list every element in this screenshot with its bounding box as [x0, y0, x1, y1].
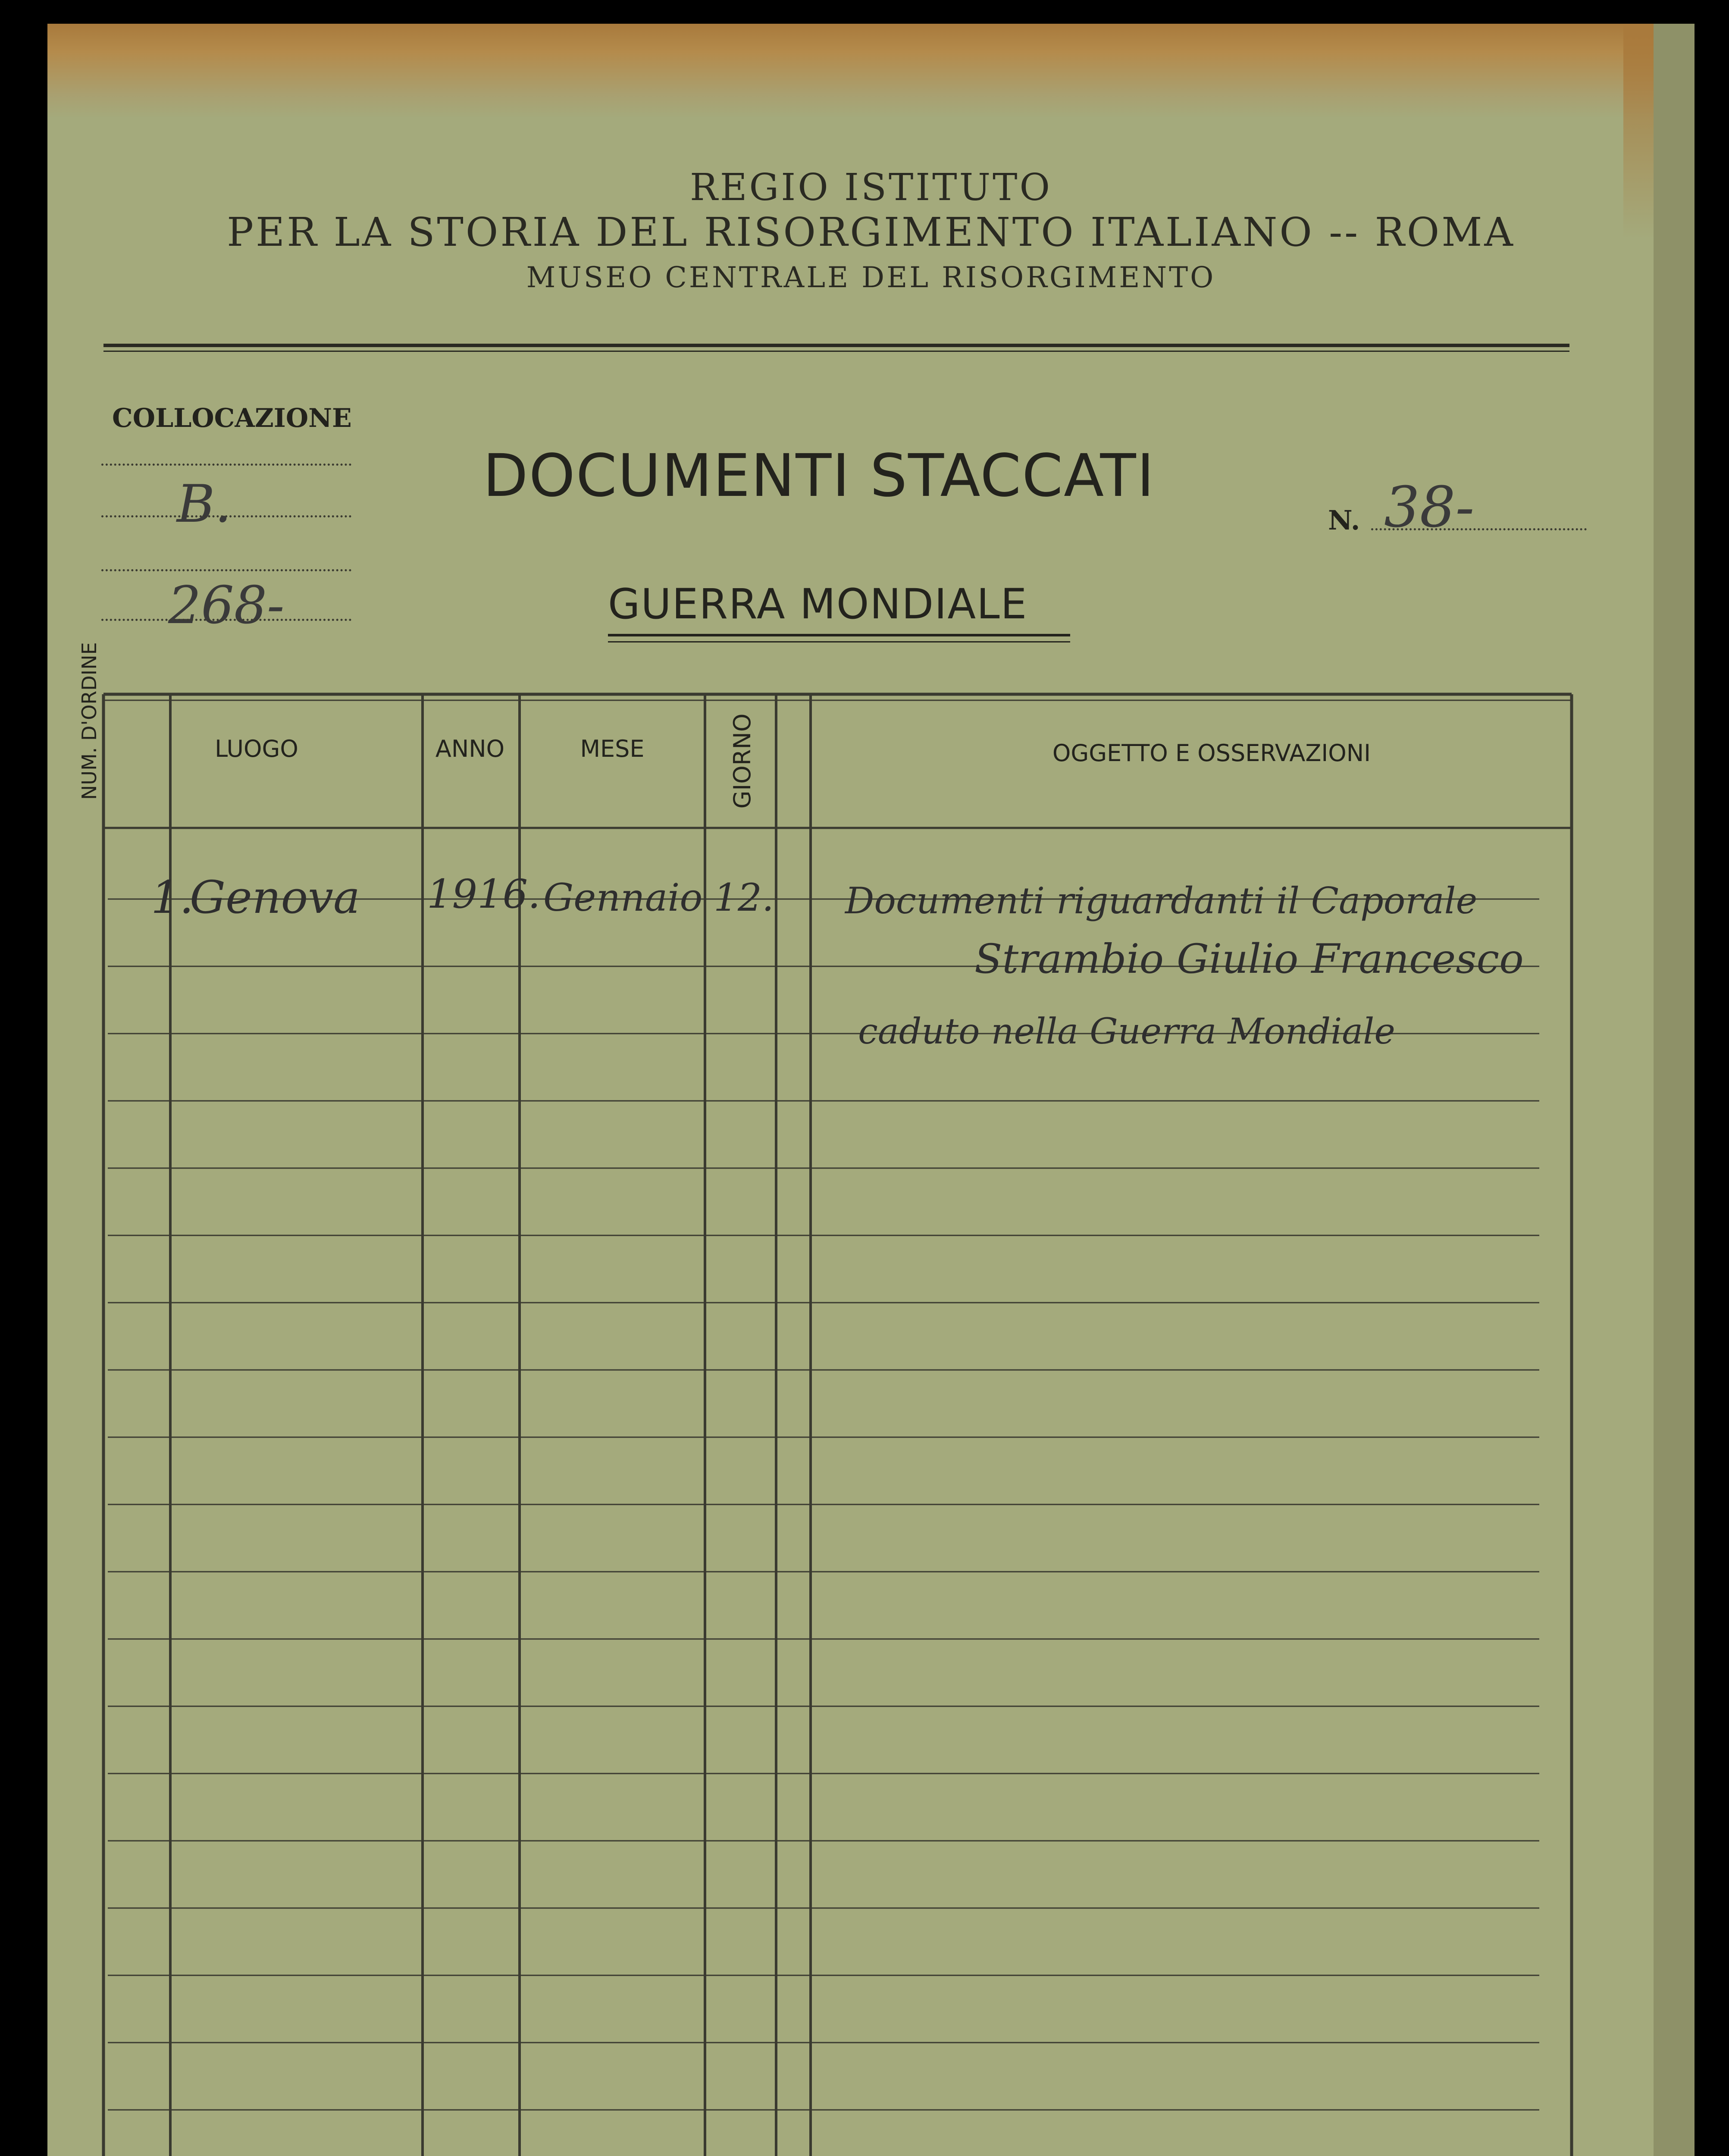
header-oggetto: OGGETTO E OSSERVAZIONI: [1052, 740, 1371, 767]
document-subtitle: GUERRA MONDIALE: [608, 580, 1028, 628]
entry-luogo: Genova: [190, 871, 360, 924]
entry-mese: Gennaio: [543, 875, 703, 920]
institute-subtitle: PER LA STORIA DEL RISORGIMENTO ITALIANO -- ROMA: [227, 209, 1515, 255]
entry-anno: 1916.: [427, 871, 541, 917]
entry-num: 1.: [151, 871, 194, 924]
register-table-grid: [47, 24, 1695, 2156]
entry-oggetto-line-2: Strambio Giulio Francesco: [974, 936, 1524, 983]
header-anno: ANNO: [435, 735, 505, 762]
entry-oggetto-line-1: Documenti riguardanti il Caporale: [845, 880, 1478, 922]
collocazione-label: COLLOCAZIONE: [112, 403, 352, 433]
header-num-ordine: NUM. D'ORDINE: [78, 642, 101, 800]
entry-giorno: 12.: [714, 875, 774, 920]
document-title: DOCUMENTI STACCATI: [483, 442, 1155, 510]
number-label: N.: [1328, 505, 1360, 536]
collocazione-value-2: 268-: [168, 576, 285, 636]
header-luogo: LUOGO: [215, 735, 298, 762]
header-giorno: GIORNO: [729, 713, 756, 809]
collocazione-value-1: B.: [177, 474, 232, 534]
header-mese: MESE: [580, 735, 645, 762]
document-sheet: [47, 24, 1695, 2156]
number-value: 38-: [1384, 474, 1475, 540]
institute-name: REGIO ISTITUTO: [690, 166, 1052, 209]
museum-name: MUSEO CENTRALE DEL RISORGIMENTO: [526, 261, 1216, 294]
entry-oggetto-line-3: caduto nella Guerra Mondiale: [858, 1011, 1395, 1052]
